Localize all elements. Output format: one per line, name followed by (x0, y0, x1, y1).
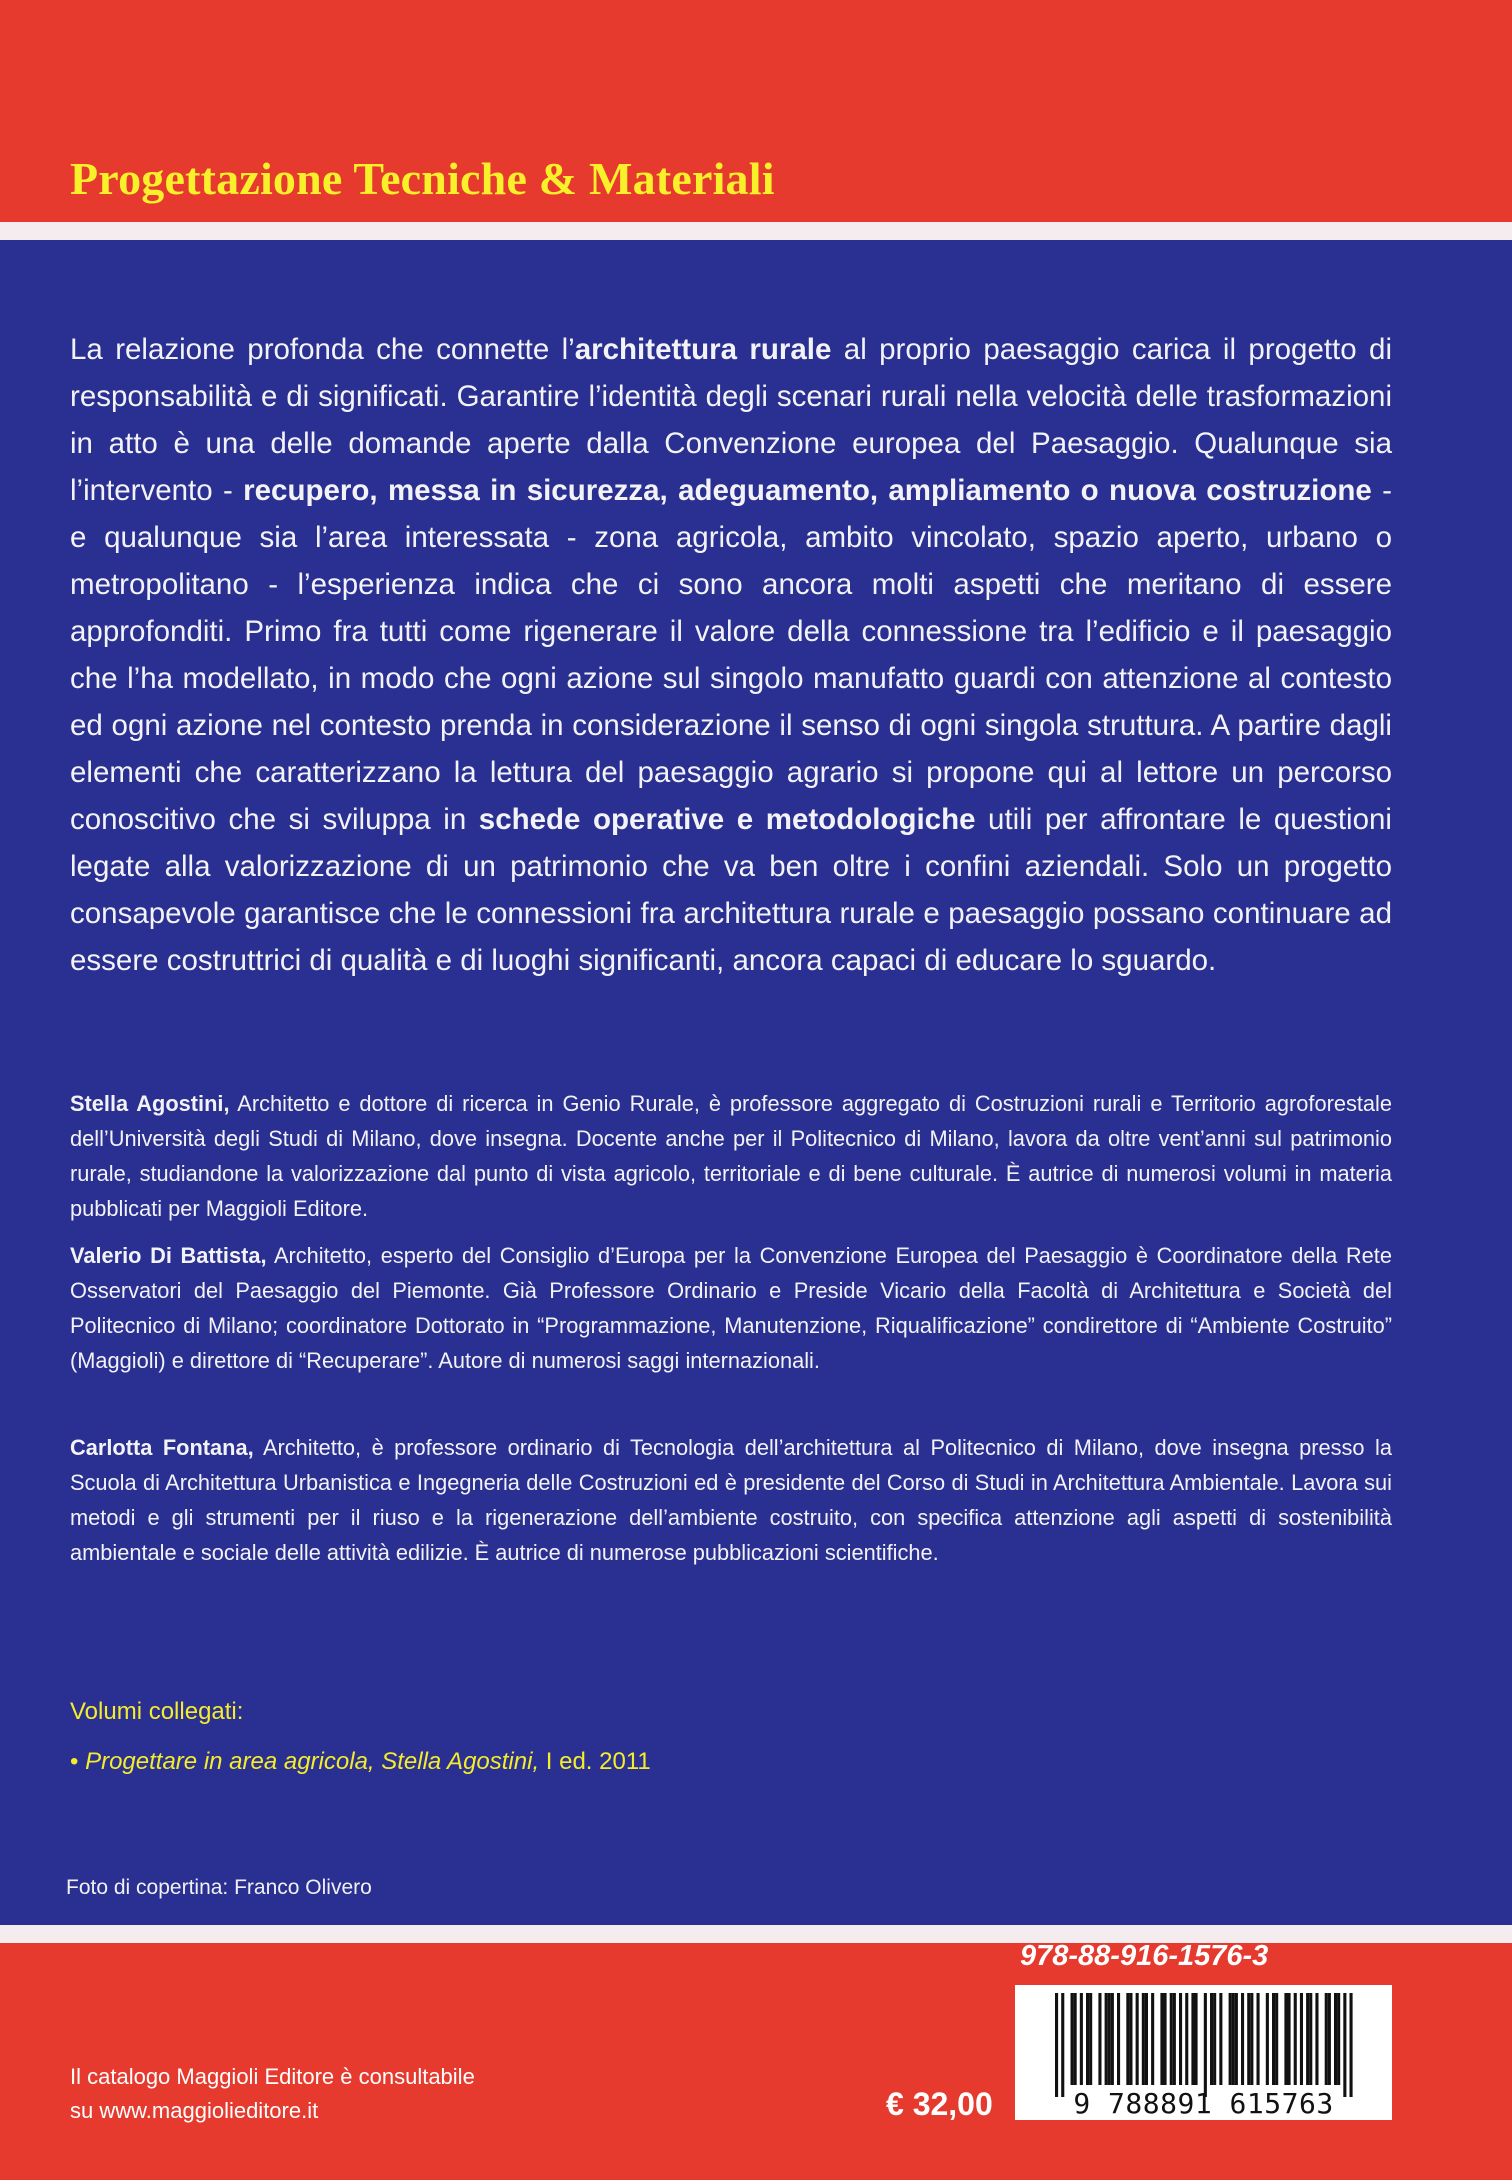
barcode-bar (1337, 1993, 1340, 2085)
barcode-bar (1185, 1993, 1188, 2085)
bottom-divider-stripe (0, 1925, 1512, 1943)
barcode-bar (1170, 1993, 1173, 2085)
barcode-bar (1089, 1993, 1092, 2085)
related-volume-edition: I ed. 2011 (539, 1748, 651, 1775)
barcode-bar (1191, 1993, 1194, 2085)
barcode-bar (1098, 1993, 1101, 2085)
barcode-bar (1315, 1993, 1318, 2085)
barcode-digits: 9 788891 615763 (1073, 2087, 1334, 2120)
related-volume-item (70, 1748, 651, 1776)
barcode-bar (1294, 1993, 1297, 2085)
barcode-bar (1309, 1993, 1312, 2085)
barcode-bar (1306, 1993, 1309, 2085)
barcode-bar (1164, 1993, 1167, 2085)
price: € 32,00 (886, 2086, 993, 2122)
barcode-bar (1160, 1993, 1163, 2085)
barcode-bar (1105, 1993, 1108, 2085)
barcode-bar (1129, 1993, 1132, 2085)
barcode-bar (1275, 1993, 1278, 2085)
body-text: utili per affrontare le questioni legate alla valorizzazione di un patrimonio che va ben oltre i confini aziendali. Solo un progetto consapevole garantisce che le connessioni fra architettura rurale e paesaggio possano continuare ad essere costruttrici di qualità e di luoghi significanti, ancora capaci di educare lo sguardo. (70, 803, 1392, 977)
barcode-bar (1179, 1993, 1182, 2085)
author-bio-dibattista (70, 1238, 1392, 1378)
barcode-bar (1173, 1993, 1176, 2085)
related-volume-title: Progettare in area agricola, Stella Agostini, (85, 1748, 540, 1775)
barcode-bar (1204, 1993, 1207, 2097)
barcode-bar (1195, 1993, 1198, 2085)
barcode-bar (1086, 1993, 1089, 2085)
barcode-bar (1219, 1993, 1222, 2085)
barcode-bar (1328, 1993, 1331, 2085)
barcode-bar (1343, 1993, 1346, 2097)
barcode-bar (1210, 1993, 1213, 2085)
isbn: 978-88-916-1576-3 (1020, 1940, 1269, 1972)
barcode-bar (1250, 1993, 1253, 2085)
author-bio-fontana (70, 1430, 1392, 1570)
related-volumes-heading: Volumi collegati: (70, 1698, 244, 1725)
barcode-bar (1235, 1993, 1238, 2085)
catalog-note (70, 2060, 475, 2128)
barcode-bar (1257, 1993, 1260, 2085)
author-bio-agostini (70, 1086, 1392, 1226)
barcode-bar (1071, 1993, 1074, 2085)
barcode-bar (1055, 1993, 1058, 2097)
barcode-bar (1117, 1993, 1120, 2085)
body-text: - e qualunque sia l’area interessata - zona agricola, ambito vincolato, spazio aperto, urbano o metropolitano - l’esperienza indica che ci sono ancora molti aspetti che meritano di essere approfonditi. Primo fra tutti come rigenerare il valore della connessione tra l’edificio e il paesaggio che l’ha modellato, in modo che ogni azione sul singolo manufatto guardi con attenzione al contesto ed ogni azione nel contesto prenda in considerazione il senso di ogni singola struttura. A partire dagli elementi che caratterizzano la lettura del paesaggio agrario si propone qui al lettore un percorso conoscitivo che si sviluppa in (70, 474, 1392, 836)
barcode-bar (1126, 1993, 1129, 2085)
barcode-bar (1325, 1993, 1328, 2085)
barcode-bar (1142, 1993, 1145, 2085)
emphasis-text: schede operative e metodologiche (478, 803, 976, 836)
author-bio-text: Architetto, esperto del Consiglio d’Europa per la Convenzione Europea del Paesaggio è Coordinatore della Rete Osservatori del Paesaggio del Piemonte. Già Professore Ordinario e Preside Vicario della Facoltà di Architettura e Società del Politecnico di Milano; coordinatore Dottorato in “Programmazione, Manutenzione, Riqualificazione” condirettore di “Ambiente Costruito” (Maggioli) e direttore di “Recuperare”. Autore di numerosi saggi internazionali. (70, 1243, 1392, 1373)
top-divider-stripe (0, 222, 1512, 240)
barcode-bar (1232, 1993, 1235, 2085)
barcode-bar (1334, 1993, 1337, 2085)
barcode-bar (1266, 1993, 1269, 2085)
barcode-bar (1213, 1993, 1216, 2085)
barcode-bar (1350, 1993, 1353, 2097)
barcode-bar (1080, 1993, 1083, 2085)
catalog-line-1: Il catalogo Maggioli Editore è consultabile (70, 2064, 475, 2089)
barcode-bar (1284, 1993, 1287, 2085)
barcode (1015, 1985, 1392, 2120)
barcode-bar (1247, 1993, 1250, 2085)
barcode-bar (1061, 1993, 1064, 2097)
emphasis-text: architettura rurale (574, 333, 832, 366)
bullet: • (70, 1748, 79, 1775)
barcode-bar (1108, 1993, 1111, 2085)
body-text: al proprio paesaggio carica il progetto di responsabilità e di significati. Garantire l’identità degli scenari rurali nella velocità delle trasformazioni in atto è una delle domande aperte dalla Convenzione europea del Paesaggio. Qualunque sia l’intervento - (70, 333, 1393, 507)
author-name: Carlotta Fontana, (70, 1435, 254, 1460)
photo-credit: Foto di copertina: Franco Olivero (66, 1876, 372, 1899)
author-name: Stella Agostini, (70, 1091, 230, 1116)
barcode-bar (1145, 1993, 1148, 2085)
barcode-bar (1229, 1993, 1232, 2085)
body-text: La relazione profonda che connette l’ (70, 333, 575, 366)
author-bio-text: Architetto, è professore ordinario di Tecnologia dell’architettura al Politecnico di Milano, dove insegna presso la Scuola di Architettura Urbanistica e Ingegneria delle Costruzioni ed è presidente del Corso di Studi in Architettura Ambientale. Lavora sui metodi e gli strumenti per il riuso e la rigenerazione dell’ambiente costruito, con specifica attenzione agli aspetti di sostenibilità ambientale e sociale delle attività edilizie. È autrice di numerose pubblicazioni scientifiche. (70, 1435, 1393, 1565)
barcode-bar (1300, 1993, 1303, 2085)
barcode-bar (1111, 1993, 1114, 2085)
description-paragraph (70, 326, 1392, 984)
barcode-bar (1288, 1993, 1291, 2085)
barcode-bar (1272, 1993, 1275, 2085)
series-title: Progettazione Tecniche & Materiali (70, 153, 775, 204)
barcode-bar (1074, 1993, 1077, 2085)
catalog-website: su www.maggiolieditore.it (70, 2098, 319, 2123)
barcode-bar (1136, 1993, 1139, 2085)
author-name: Valerio Di Battista, (70, 1243, 267, 1268)
top-red-band (0, 0, 1512, 222)
barcode-bar (1151, 1993, 1154, 2085)
barcode-bar (1241, 1993, 1244, 2085)
emphasis-text: recupero, messa in sicurezza, adeguamento, ampliamento o nuova costruzione (243, 474, 1372, 507)
author-bio-text: Architetto e dottore di ricerca in Genio Rurale, è professore aggregato di Costruzioni rurali e Territorio agroforestale dell’Università degli Studi di Milano, dove insegna. Docente anche per il Politecnico di Milano, lavora da oltre vent’anni sul patrimonio rurale, studiandone la valorizzazione dal punto di vista agricolo, territoriale e di bene culturale. È autrice di numerosi volumi in materia pubblicati per Maggioli Editore. (70, 1091, 1392, 1221)
